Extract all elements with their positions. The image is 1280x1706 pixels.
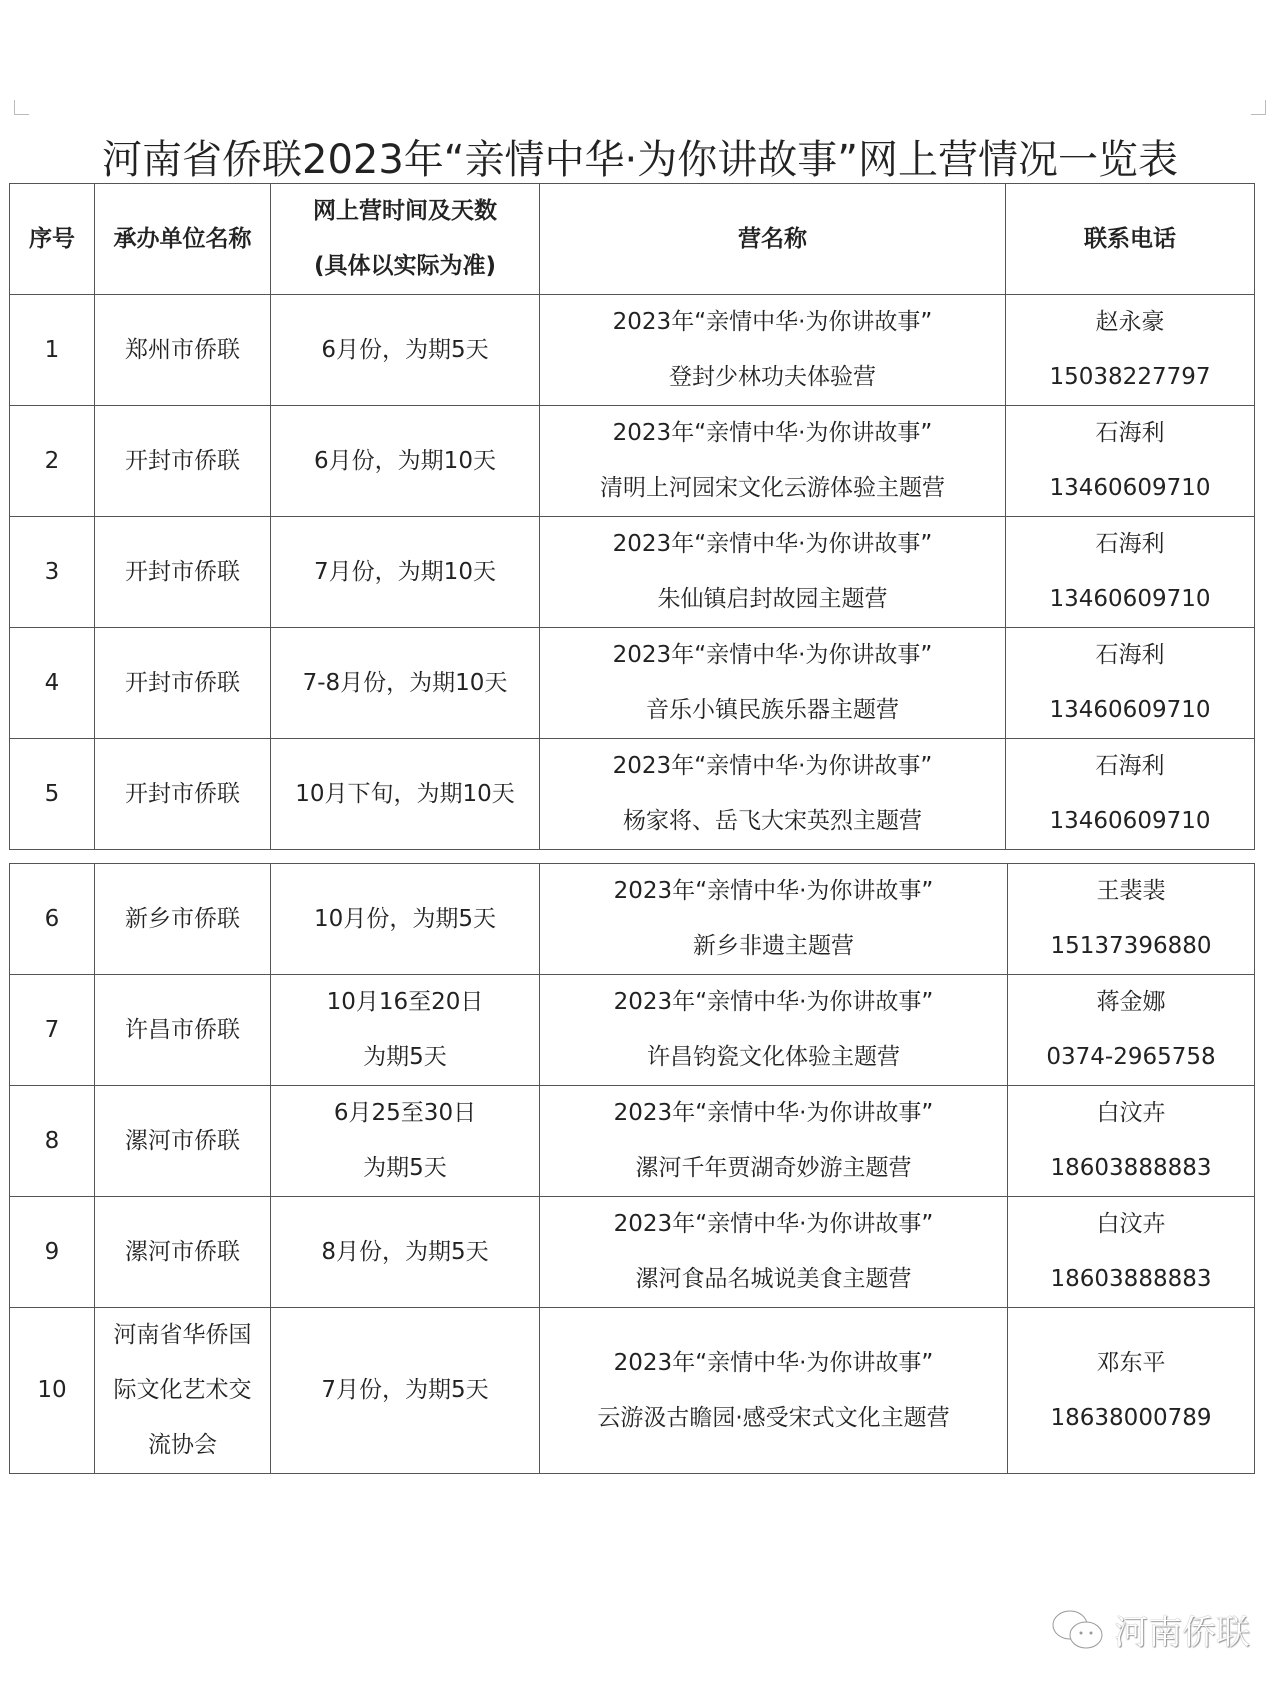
cell-no: 8 [10, 1086, 95, 1197]
table-row [10, 1308, 1255, 1474]
cell-contact [1008, 1308, 1255, 1474]
cell-line: 新乡市侨联 [125, 905, 240, 932]
cell-line: 7-8月份，为期10天 [302, 669, 508, 696]
cell-no: 4 [10, 628, 95, 739]
cell-camp [540, 975, 1008, 1086]
table-row [10, 295, 1255, 406]
cell-org [95, 406, 271, 517]
cell-contact [1008, 975, 1255, 1086]
header-camp: 营名称 [540, 184, 1006, 295]
cell-camp [540, 1197, 1008, 1308]
cell-line: 音乐小镇民族乐器主题营 [646, 697, 899, 723]
cell-line: 漯河市侨联 [125, 1127, 240, 1154]
cell-contact [1006, 295, 1255, 406]
cell-contact [1008, 864, 1255, 975]
cell-camp [540, 864, 1008, 975]
cell-no: 9 [10, 1197, 95, 1308]
contact-phone: 0374-2965758 [1046, 1044, 1216, 1070]
cell-time [271, 1308, 540, 1474]
cell-line: 10月份，为期5天 [314, 905, 496, 932]
cell-contact [1008, 1086, 1255, 1197]
cell-time [271, 1197, 540, 1308]
cell-line: 2023年“亲情中华·为你讲故事” [612, 642, 933, 668]
cell-line: 10月下旬，为期10天 [295, 780, 515, 807]
cell-time [271, 975, 540, 1086]
table-row [10, 1197, 1255, 1308]
header-contact: 联系电话 [1006, 184, 1255, 295]
cell-camp [540, 628, 1006, 739]
cell-line: 流协会 [148, 1432, 217, 1458]
cell-line: 6月份，为期5天 [321, 336, 489, 363]
cell-line: 朱仙镇启封故园主题营 [657, 586, 888, 612]
table-header-row [10, 184, 1255, 295]
cell-no: 5 [10, 739, 95, 850]
contact-phone: 18603888883 [1050, 1155, 1212, 1181]
cell-time [271, 628, 540, 739]
contact-name: 王裴裴 [1096, 878, 1166, 904]
contact-name: 蒋金娜 [1096, 989, 1166, 1015]
cell-line: 郑州市侨联 [125, 336, 240, 363]
cell-line: 登封少林功夫体验营 [669, 364, 876, 390]
cell-line: 许昌市侨联 [125, 1016, 240, 1043]
cell-org [95, 739, 271, 850]
watermark-text: 河南侨联 [1114, 1613, 1250, 1653]
cell-line: 开封市侨联 [125, 558, 240, 585]
cell-line: 漯河食品名城说美食主题营 [635, 1266, 912, 1292]
cell-camp [540, 739, 1006, 850]
contact-name: 白汶卉 [1096, 1211, 1166, 1237]
cell-contact [1006, 739, 1255, 850]
cell-camp [540, 295, 1006, 406]
contact-name: 邓东平 [1096, 1349, 1166, 1376]
watermark [1050, 1605, 1250, 1654]
contact-name: 石海利 [1095, 531, 1165, 557]
cell-no: 10 [10, 1308, 95, 1474]
cell-line: 河南省华侨国 [113, 1322, 252, 1348]
cell-time [271, 739, 540, 850]
cell-line: 2023年“亲情中华·为你讲故事” [613, 1349, 934, 1376]
cell-contact [1006, 406, 1255, 517]
cell-contact [1006, 517, 1255, 628]
cell-line: 漯河千年贾湖奇妙游主题营 [635, 1155, 912, 1181]
contact-phone: 18638000789 [1050, 1404, 1212, 1431]
table-row [10, 975, 1255, 1086]
table-row [10, 517, 1255, 628]
cell-time [271, 295, 540, 406]
contact-phone: 13460609710 [1049, 475, 1211, 501]
cell-org [95, 517, 271, 628]
cell-time [271, 1086, 540, 1197]
contact-name: 赵永豪 [1095, 309, 1165, 335]
contact-phone: 15137396880 [1050, 933, 1212, 959]
camp-table-part-2 [9, 863, 1255, 1474]
cell-line: 云游汲古瞻园·感受宋式文化主题营 [597, 1404, 950, 1431]
cell-line: 开封市侨联 [125, 669, 240, 696]
cell-line: 漯河市侨联 [125, 1238, 240, 1265]
cell-line: 10月16至20日 [326, 989, 484, 1015]
cell-line: 6月份，为期10天 [314, 447, 496, 474]
cell-contact [1008, 1197, 1255, 1308]
cell-no: 1 [10, 295, 95, 406]
cell-line: 2023年“亲情中华·为你讲故事” [613, 989, 934, 1015]
contact-phone: 13460609710 [1049, 586, 1211, 612]
contact-phone: 13460609710 [1049, 808, 1211, 834]
cell-line: 开封市侨联 [125, 447, 240, 474]
contact-name: 石海利 [1095, 642, 1165, 668]
contact-name: 石海利 [1095, 753, 1165, 779]
table-row [10, 864, 1255, 975]
cell-camp [540, 1086, 1008, 1197]
cell-line: 许昌钧瓷文化体验主题营 [647, 1044, 900, 1070]
cell-org [95, 295, 271, 406]
cell-line: 2023年“亲情中华·为你讲故事” [612, 753, 933, 779]
cell-time [271, 406, 540, 517]
cell-no: 3 [10, 517, 95, 628]
cell-org [95, 975, 271, 1086]
page-title: 河南省侨联2023年“亲情中华·为你讲故事”网上营情况一览表 [102, 137, 1178, 183]
cell-line: 2023年“亲情中华·为你讲故事” [613, 1211, 934, 1237]
page-corner-mark [14, 100, 29, 115]
table-row [10, 628, 1255, 739]
header-time [271, 184, 540, 295]
wechat-icon [1050, 1608, 1106, 1652]
cell-line: 6月25至30日 [333, 1100, 477, 1126]
page-corner-mark [1251, 100, 1266, 115]
header-no: 序号 [10, 184, 95, 295]
cell-org [95, 1197, 271, 1308]
header-org: 承办单位名称 [95, 184, 271, 295]
camp-table-part-1 [9, 183, 1255, 850]
header-time-line1: 网上营时间及天数 [313, 198, 497, 224]
table-row [10, 406, 1255, 517]
table-row [10, 1086, 1255, 1197]
header-time-line2: (具体以实际为准) [313, 253, 497, 279]
cell-line: 为期5天 [363, 1155, 447, 1181]
cell-line: 7月份，为期5天 [321, 1377, 489, 1403]
cell-time [271, 864, 540, 975]
cell-line: 开封市侨联 [125, 780, 240, 807]
cell-camp [540, 406, 1006, 517]
cell-org [95, 628, 271, 739]
contact-name: 白汶卉 [1096, 1100, 1166, 1126]
cell-contact [1006, 628, 1255, 739]
contact-name: 石海利 [1095, 420, 1165, 446]
contact-phone: 13460609710 [1049, 697, 1211, 723]
cell-org [95, 1086, 271, 1197]
cell-camp [540, 1308, 1008, 1474]
cell-no: 7 [10, 975, 95, 1086]
cell-line: 新乡非遗主题营 [693, 933, 854, 959]
cell-camp [540, 517, 1006, 628]
cell-line: 清明上河园宋文化云游体验主题营 [600, 475, 945, 501]
cell-line: 为期5天 [363, 1044, 447, 1070]
cell-org [95, 864, 271, 975]
cell-line: 2023年“亲情中华·为你讲故事” [613, 1100, 934, 1126]
table-row [10, 739, 1255, 850]
cell-line: 杨家将、岳飞大宋英烈主题营 [623, 808, 922, 834]
cell-line: 际文化艺术交 [113, 1377, 252, 1403]
cell-line: 2023年“亲情中华·为你讲故事” [613, 878, 934, 904]
cell-org [95, 1308, 271, 1474]
cell-line: 2023年“亲情中华·为你讲故事” [612, 420, 933, 446]
cell-no: 6 [10, 864, 95, 975]
cell-time [271, 517, 540, 628]
contact-phone: 18603888883 [1050, 1266, 1212, 1292]
cell-no: 2 [10, 406, 95, 517]
contact-phone: 15038227797 [1049, 364, 1211, 390]
cell-line: 2023年“亲情中华·为你讲故事” [612, 309, 933, 335]
cell-line: 2023年“亲情中华·为你讲故事” [612, 531, 933, 557]
cell-line: 8月份，为期5天 [321, 1238, 489, 1265]
cell-line: 7月份，为期10天 [314, 558, 496, 585]
